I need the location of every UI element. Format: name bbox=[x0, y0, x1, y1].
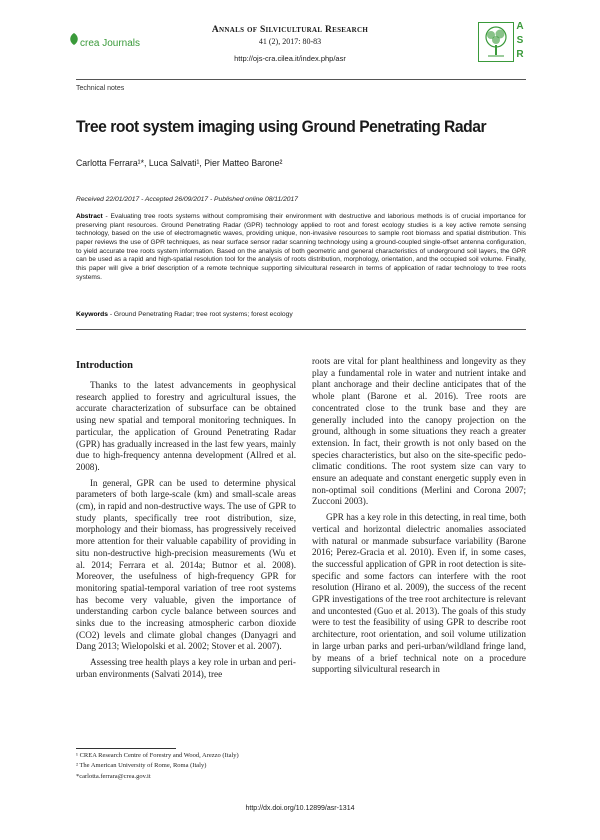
left-column bbox=[76, 380, 296, 681]
paragraph: Assessing tree health plays a key role in urban and peri-urban environments (Salvati 2014), tree bbox=[76, 657, 296, 679]
article-dates: Received 22/01/2017 - Accepted 26/09/2017 - Published online 08/11/2017 bbox=[76, 196, 298, 203]
journal-volume: 41 (2), 2017: 80-83 bbox=[258, 37, 322, 46]
footnote-rule bbox=[76, 748, 176, 749]
footnote-email[interactable]: *carlotta.ferrara@crea.gov.it bbox=[76, 773, 151, 780]
introduction-heading: Introduction bbox=[76, 360, 133, 371]
paragraph: GPR has a key role in this detecting, in real time, both vertical and horizontal dielectric anomalies associated with natural or manmade subsurface variability (Barone 2016; Perez-Gracia et al. 2010). Even if, in some cases, the successful application of GPR in root detection is site-specific and some factors can interfere with the root resolution (Hirano et al. 2009), the success of the recent GPR investigations of the tree root architecture is relevant and uncontested (Guo et al. 2013). The goals of this study were to test the feasibility of using GPR to describe root architecture, root orientation, and soil volume utilization in large urban parks and peri-urban/wildland fringe land, by means of a brief technical note on a procedure supporting silvicultural research in bbox=[312, 512, 526, 675]
publisher-logo bbox=[68, 30, 158, 64]
footnote: ² The American University of Rome, Roma (Italy) bbox=[76, 762, 207, 769]
paragraph: In general, GPR can be used to determine physical parameters of both large-scale (km) and small-scale areas (cm), in rapid and non-destructive ways. The use of GPR to study plants, specifically tree root distribution, size, morphology and their biomass, has progressively received more attention for their valuable capability of providing in situ non-destructive high-precision measurements (Wu et al. 2014; Ferrara et al. 2014a; Butnor et al. 2008). Moreover, the usefulness of high-frequency GPR for monitoring spatial-temporal variation of tree root systems has become very valuable, given the importance of understanding carbon cycle balance between sources and sinks due to the increasing atmospheric carbon dioxide (CO2) levels and climate global changes (Danyagri and Dang 2013; Wielopolski et al. 2002; Stover et al. 2007). bbox=[76, 477, 296, 652]
abstract-label: Abstract bbox=[76, 213, 103, 220]
doi-link[interactable]: http://dx.doi.org/10.12899/asr-1314 bbox=[245, 805, 355, 812]
section-rule bbox=[76, 329, 526, 330]
abstract bbox=[76, 213, 526, 282]
journal-url[interactable]: http://ojs-cra.cilea.it/index.php/asr bbox=[234, 54, 346, 63]
asr-letter: A bbox=[516, 21, 524, 32]
leaf-icon bbox=[68, 32, 80, 46]
asr-letter: S bbox=[516, 35, 524, 46]
paragraph: roots are vital for plant healthiness and longevity as they play a fundamental role in water and nutrient intake and plant anchorage and their decline anticipates that of the whole plant (Barone et al. 2016). Tree roots are concentrated close to the trunk base and they are generally included into the canopy projection on the ground, although in some situations they reach a greater extension. In fact, their growth is not only based on the species characteristics, but also on the site-specific pedo-climatic conditions. The root system size can vary to ensure an adequate and constant energetic supply even in non-optimal soil conditions (Merlini and Corona 2007; Zucconi 2003). bbox=[312, 356, 526, 507]
right-column bbox=[312, 356, 526, 676]
keywords-label: Keywords bbox=[76, 311, 108, 318]
header-rule bbox=[76, 79, 526, 80]
keywords-text: - Ground Penetrating Radar; tree root systems; forest ecology bbox=[107, 311, 293, 318]
article-authors: Carlotta Ferrara¹*, Luca Salvati¹, Pier Matteo Barone² bbox=[76, 158, 283, 169]
journal-title: Annals of Silvicultural Research bbox=[211, 25, 369, 35]
asr-letters bbox=[513, 20, 527, 62]
tree-emblem bbox=[478, 22, 514, 62]
publisher-logo-text: crea Journals bbox=[80, 38, 141, 49]
asr-letter: R bbox=[516, 49, 524, 60]
keywords bbox=[76, 311, 293, 318]
footnote: ¹ CREA Research Centre of Forestry and Wood, Arezzo (Italy) bbox=[76, 752, 239, 759]
tree-icon bbox=[479, 23, 513, 61]
section-type: Technical notes bbox=[76, 85, 125, 92]
article-title: Tree root system imaging using Ground Penetrating Radar bbox=[76, 117, 487, 136]
abstract-text: - Evaluating tree roots systems without compromising their environment with destructive and laborious methods is of crucial importance for preserving plant resources. Ground Penetrating Radar (GPR) technology applied to root and forest ecology studies is a key active remote sensing technology, based on the use of electromagnetic waves, providing unique, non-invasive resources to sample root biomass and spatial distribution. This paper reviews the use of GPR techniques, as near surface sensor radar scanning technology using a ground-coupled single-offset antenna configuration, to yield accurate tree roots system information. Based on the analysis of both geometric and general characteristics of underground soil layers, the GPR can be used as a rapid and high-spatial resolution tool for the analysis of roots distribution, morphology, orientation, and the occupied soil volume. Finally, this paper will give a brief description of a remote technique supporting silvicultural research in terms of application of radar technology to tree roots systems. bbox=[76, 213, 526, 281]
paragraph: Thanks to the latest advancements in geophysical research applied to forestry and agricultural issues, the accurate characterization of subsurface can be obtained using new spatial and temporal monitoring techniques. In particular, the application of Ground Penetrating Radar (GPR) has gradually increased in the last few years, mainly due to high-frequency antenna development (Allred et al. 2008). bbox=[76, 380, 296, 472]
